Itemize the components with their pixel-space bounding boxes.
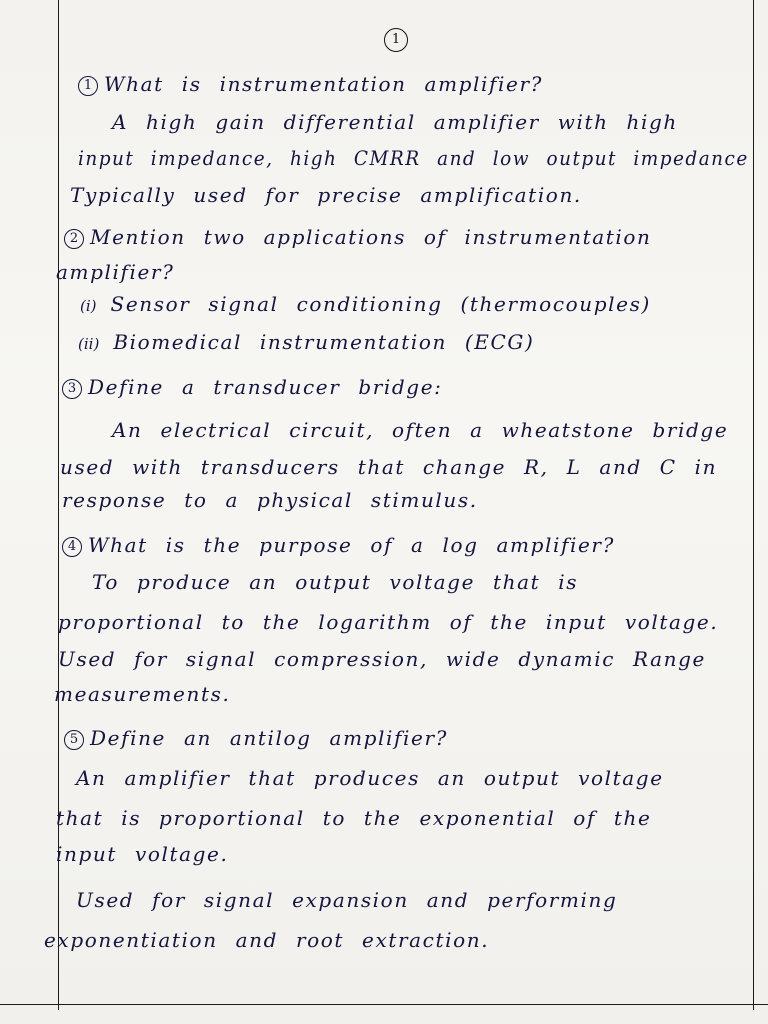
answer-line: response to a physical stimulus. xyxy=(62,488,478,512)
answer-line: that is proportional to the exponential of the xyxy=(56,806,652,830)
answer-line: proportional to the logarithm of the input voltage. xyxy=(58,610,719,634)
question-number: 3 xyxy=(62,379,82,399)
answer-line: Typically used for precise amplification. xyxy=(70,183,582,207)
answer-line: input voltage. xyxy=(56,842,229,866)
question-text: Define a transducer bridge: xyxy=(88,375,443,399)
answer-line: To produce an output voltage that is xyxy=(92,570,579,594)
question-5 xyxy=(64,726,448,750)
answer-line: Used for signal compression, wide dynamic Range xyxy=(58,647,706,671)
list-marker: (i) xyxy=(80,297,97,315)
question-4 xyxy=(62,533,615,557)
list-item-text: Biomedical instrumentation (ECG) xyxy=(113,330,535,354)
question-text: Mention two applications of instrumentation xyxy=(90,225,652,249)
question-number: 5 xyxy=(64,730,84,750)
answer-line: Used for signal expansion and performing xyxy=(76,888,618,912)
question-2 xyxy=(64,225,652,249)
question-number: 4 xyxy=(62,537,82,557)
answer-line: input impedance, high CMRR and low output impedance xyxy=(78,146,749,170)
question-text: What is the purpose of a log amplifier? xyxy=(88,533,615,557)
answer-line: used with transducers that change R, L and C in xyxy=(60,455,718,479)
list-item xyxy=(78,330,534,354)
question-number: 1 xyxy=(78,76,98,96)
question-1 xyxy=(78,72,543,96)
answer-line: exponentiation and root extraction. xyxy=(44,928,490,952)
list-item-text: Sensor signal conditioning (thermocouples) xyxy=(110,292,651,316)
list-marker: (ii) xyxy=(78,335,100,353)
question-text-continued: amplifier? xyxy=(56,260,175,284)
question-text: Define an antilog amplifier? xyxy=(90,726,448,750)
answer-line: measurements. xyxy=(54,682,231,706)
question-text: What is instrumentation amplifier? xyxy=(104,72,543,96)
page-number: 1 xyxy=(384,28,408,52)
question-number: 2 xyxy=(64,229,84,249)
list-item xyxy=(80,292,651,316)
answer-line: An electrical circuit, often a wheatstone bridge xyxy=(112,418,729,442)
right-margin-line xyxy=(753,0,754,1010)
bottom-rule-line xyxy=(0,1004,768,1005)
answer-line: An amplifier that produces an output voltage xyxy=(76,766,664,790)
answer-line: A high gain differential amplifier with high xyxy=(112,110,678,134)
question-3 xyxy=(62,375,442,399)
